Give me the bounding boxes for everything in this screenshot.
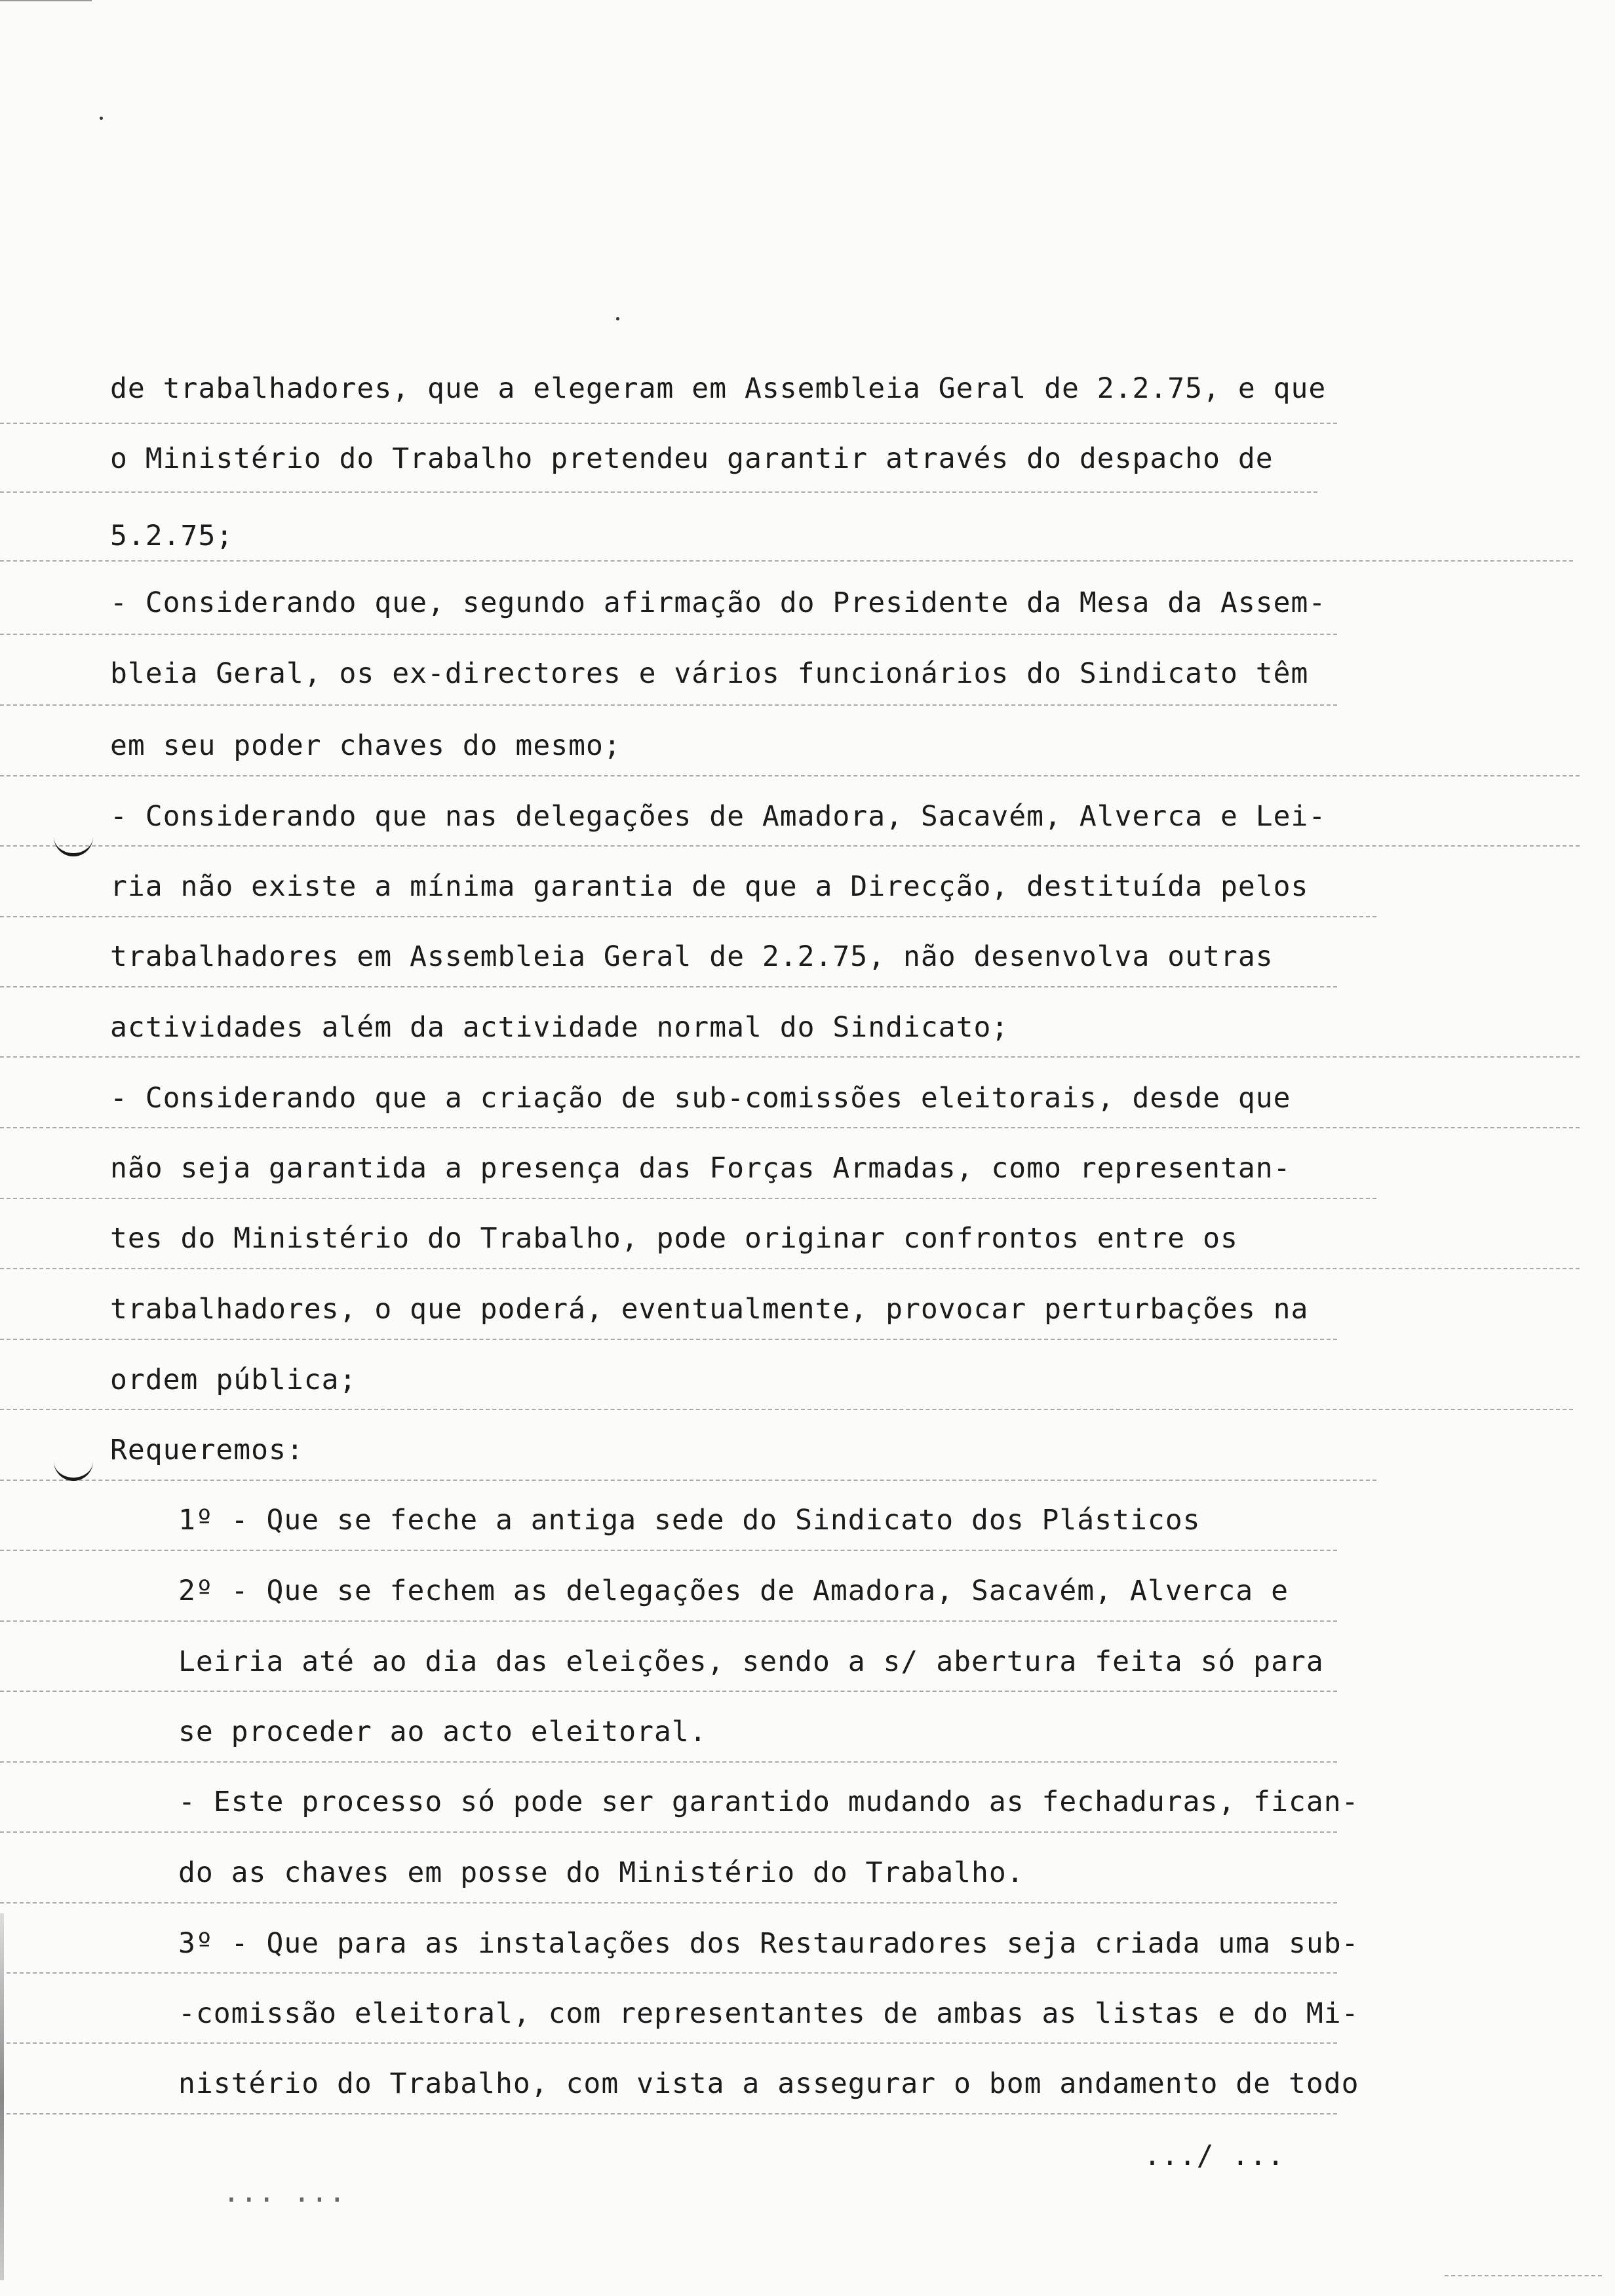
text-line: - Considerando que, segundo afirmação do Presidente da Mesa da Assem- xyxy=(110,586,1327,619)
text-line: Leiria até ao dia das eleições, sendo a s/ abertura feita só para xyxy=(178,1645,1324,1678)
guide-line xyxy=(0,916,1376,917)
text-line: ordem pública; xyxy=(110,1364,357,1396)
guide-line xyxy=(0,986,1337,987)
guide-line xyxy=(0,560,1573,562)
text-line: 3º - Que para as instalações dos Restauradores seja criada uma sub- xyxy=(178,1927,1359,1960)
speck xyxy=(100,117,103,120)
text-line: - Considerando que nas delegações de Amadora, Sacavém, Alverca e Lei- xyxy=(110,800,1327,833)
text-line: do as chaves em posse do Ministério do Trabalho. xyxy=(178,1856,1024,1889)
guide-line xyxy=(0,1972,1337,1974)
guide-line xyxy=(0,634,1337,635)
text-line: o Ministério do Trabalho pretendeu garantir através do despacho de xyxy=(110,442,1274,475)
text-line: em seu poder chaves do mesmo; xyxy=(110,729,621,762)
guide-line xyxy=(0,845,1580,847)
guide-line xyxy=(0,423,1337,424)
text-line: 1º - Que se feche a antiga sede do Sindicato dos Plásticos xyxy=(178,1504,1201,1537)
text-line: de trabalhadores, que a elegeram em Assembleia Geral de 2.2.75, e que xyxy=(110,372,1327,405)
guide-line xyxy=(0,1409,1573,1410)
guide-line xyxy=(0,1620,1337,1622)
guide-line xyxy=(0,1831,1337,1833)
guide-line xyxy=(0,491,1317,493)
guide-line xyxy=(0,1056,1580,1058)
guide-line xyxy=(0,2113,1337,2114)
text-line: actividades além da actividade normal do Sindicato; xyxy=(110,1011,1009,1044)
text-line: -comissão eleitoral, com representantes de ambas as listas e do Mi- xyxy=(178,1997,1359,2030)
guide-line xyxy=(0,1268,1580,1269)
guide-line xyxy=(0,1127,1580,1128)
text-line: trabalhadores em Assembleia Geral de 2.2.75, não desenvolva outras xyxy=(110,940,1274,973)
text-line: nistério do Trabalho, com vista a assegurar o bom andamento de todo xyxy=(178,2067,1359,2100)
guide-line xyxy=(0,1691,1337,1692)
margin-mark xyxy=(54,827,93,856)
text-line: ria não existe a mínima garantia de que a Direcção, destituída pelos xyxy=(110,870,1309,903)
guide-line xyxy=(0,1480,1376,1481)
text-line: se proceder ao acto eleitoral. xyxy=(178,1715,707,1748)
text-line: Requeremos: xyxy=(110,1434,304,1466)
scan-edge xyxy=(0,1913,4,2280)
scan-mark xyxy=(1445,2275,1602,2276)
guide-line xyxy=(0,1761,1337,1763)
text-line: tes do Ministério do Trabalho, pode originar confrontos entre os xyxy=(110,1222,1238,1255)
text-line: não seja garantida a presença das Forças Armadas, como representan- xyxy=(110,1152,1291,1185)
text-line: - Considerando que a criação de sub-comissões eleitorais, desde que xyxy=(110,1082,1291,1115)
guide-line xyxy=(0,775,1580,776)
guide-line xyxy=(0,1339,1337,1340)
guide-line xyxy=(0,1902,1337,1904)
guide-line xyxy=(0,1550,1337,1551)
faint-dots: ... ... xyxy=(223,2176,347,2209)
top-rule xyxy=(0,0,92,1)
continuation-mark: .../ ... xyxy=(1144,2139,1285,2172)
text-line: 2º - Que se fechem as delegações de Amadora, Sacavém, Alverca e xyxy=(178,1575,1289,1607)
margin-mark xyxy=(54,1451,93,1481)
guide-line xyxy=(0,704,1337,706)
text-line: - Este processo só pode ser garantido mudando as fechaduras, fican- xyxy=(178,1786,1359,1818)
speck xyxy=(616,317,619,320)
text-line: 5.2.75; xyxy=(110,520,234,552)
guide-line xyxy=(0,1198,1376,1199)
guide-line xyxy=(0,2042,1337,2044)
text-line: bleia Geral, os ex-directores e vários funcionários do Sindicato têm xyxy=(110,657,1309,690)
text-line: trabalhadores, o que poderá, eventualmente, provocar perturbações na xyxy=(110,1293,1309,1326)
